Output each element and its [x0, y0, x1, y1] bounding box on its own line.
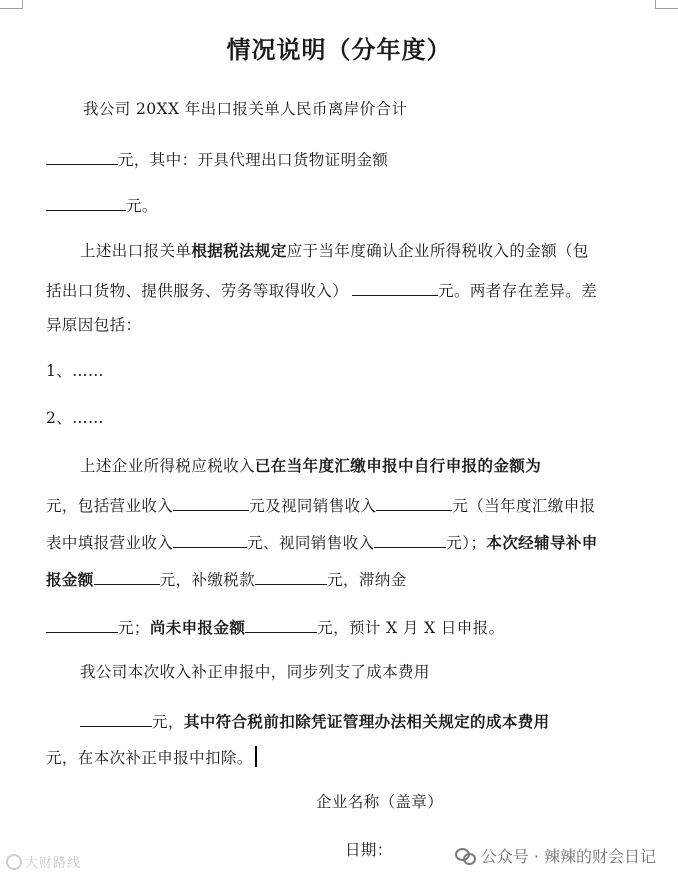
fill-blank[interactable] [46, 147, 118, 165]
watermark-left-text: 大财路线 [25, 856, 82, 871]
paragraph-4-line-2 [80, 709, 550, 732]
fill-blank[interactable] [80, 709, 152, 727]
fill-blank[interactable] [173, 493, 249, 511]
text: 元。两者存在差异。差 [438, 282, 598, 300]
paragraph-3-line-3 [46, 530, 598, 553]
fill-blank[interactable] [173, 530, 247, 548]
text: 元，在本次补正申报中扣除。 [46, 749, 253, 767]
page-corner-mark-left [0, 0, 23, 9]
paragraph-2-line-3: 异原因包括： [46, 316, 142, 334]
text: 表中填报营业收入 [46, 534, 174, 552]
paragraph-3-line-2 [46, 493, 596, 516]
list-item-2: 2、…… [46, 409, 104, 427]
text: 元，滞纳金 [327, 571, 407, 589]
paragraph-4-line-1: 我公司本次收入补正申报中，同步列支了成本费用 [80, 663, 430, 681]
text: 元。 [126, 197, 158, 215]
watermark-text: 公众号 · 辣辣的财会日记 [480, 847, 656, 866]
document-title: 情况说明（分年度） [226, 35, 452, 64]
text: 上述出口报关单 [80, 242, 192, 260]
paragraph-4-line-3 [46, 746, 257, 768]
bold-text: 报金额 [46, 570, 94, 589]
text: 元，其中：开具代理出口货物证明金额 [118, 151, 389, 169]
watermark-wechat [455, 844, 656, 867]
bold-text: 其中符合税前扣除凭证管理办法相关规定的成本费用 [183, 712, 550, 731]
bold-text: 本次经辅导补申 [486, 533, 598, 552]
paragraph-2-line-2 [46, 278, 597, 301]
paragraph-1-line-2 [46, 147, 388, 170]
paragraph-1-line-3 [46, 193, 158, 216]
text: 元及视同销售收入 [249, 497, 377, 515]
text: 元，包括营业收入 [46, 497, 174, 515]
text: 元）； [446, 534, 487, 552]
text: 元，补缴税款 [159, 571, 256, 589]
text: 元， [152, 713, 184, 731]
paragraph-3-line-4 [46, 567, 407, 590]
paragraph-3-line-5 [46, 615, 505, 638]
text: 元，预计 X 月 X 日申报。 [317, 619, 505, 637]
watermark-left [6, 852, 81, 871]
bold-text: 尚未申报金额 [149, 618, 246, 637]
fill-blank[interactable] [352, 278, 438, 296]
text: 应于当年度确认企业所得税收入的金额（包 [286, 242, 589, 260]
fill-blank[interactable] [245, 615, 317, 633]
text: 元、视同销售收入 [247, 534, 375, 552]
bold-text: 已在当年度汇缴申报中自行申报的金额为 [254, 456, 542, 475]
paragraph-3-line-1 [80, 456, 541, 476]
fill-blank[interactable] [374, 530, 446, 548]
fill-blank[interactable] [46, 615, 118, 633]
wechat-icon [455, 847, 475, 864]
text: 元； [118, 619, 150, 637]
paragraph-1-line-1: 我公司 20XX 年出口报关单人民币离岸价合计 [83, 100, 408, 118]
list-item-1: 1、…… [46, 362, 104, 380]
bold-text: 根据税法规定 [191, 241, 287, 260]
fill-blank[interactable] [255, 567, 327, 585]
text: 括出口货物、提供服务、劳务等取得收入） [46, 282, 349, 300]
fill-blank[interactable] [46, 193, 126, 211]
paragraph-2-line-1 [80, 241, 589, 261]
fill-blank[interactable] [376, 493, 452, 511]
text-cursor [255, 746, 257, 767]
date-label: 日期： [345, 841, 393, 859]
logo-ring-icon [6, 854, 22, 870]
company-name-seal: 企业名称（盖章） [316, 793, 444, 811]
text: 元（当年度汇缴申报 [452, 497, 596, 515]
page-corner-mark-right [655, 0, 678, 9]
fill-blank[interactable] [94, 567, 160, 585]
text: 上述企业所得税应税收入 [80, 457, 255, 475]
